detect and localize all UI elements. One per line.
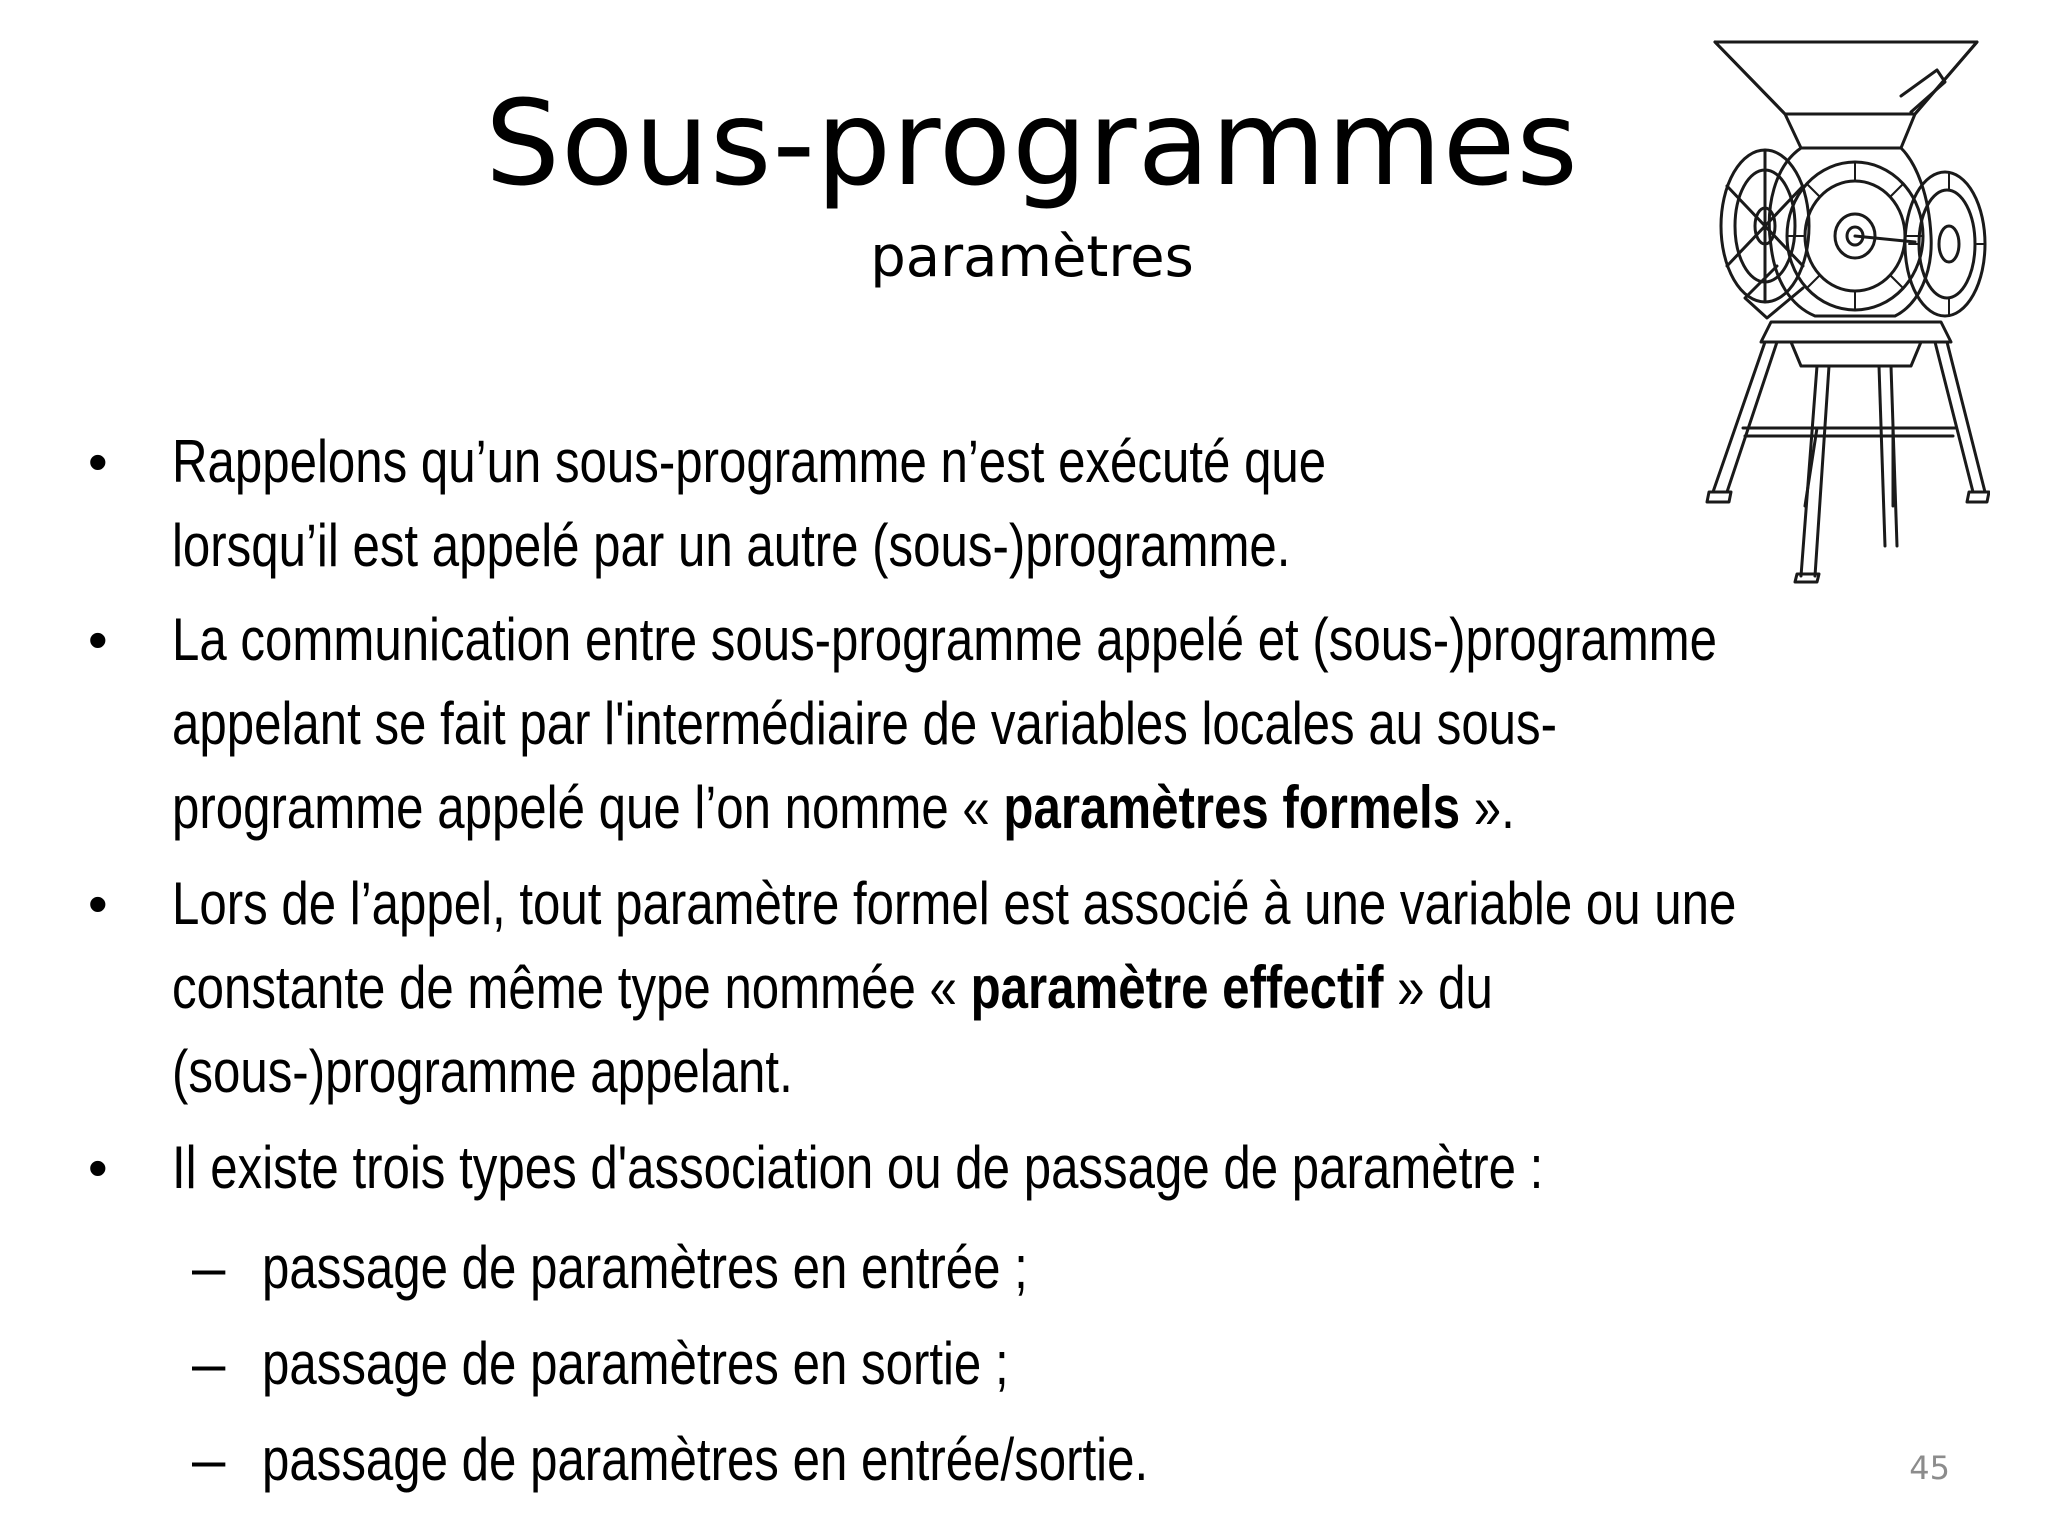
sub-item-text: passage de paramètres en entrée/sortie. bbox=[262, 1426, 1149, 1493]
sub-item-text: passage de paramètres en sortie ; bbox=[262, 1330, 1009, 1397]
bullet-line: La communication entre sous-programme appelé et (sous-)programme bbox=[172, 606, 1718, 673]
bullet-line bbox=[172, 946, 1664, 1030]
bullet-marker: • bbox=[88, 1136, 108, 1199]
bullet-text-run: constante de même type nommée « bbox=[172, 954, 971, 1021]
bullet-marker: • bbox=[88, 430, 108, 493]
bullet-text-run: » du bbox=[1383, 954, 1493, 1021]
bullet-text-run: ». bbox=[1460, 774, 1515, 841]
dash-marker: – bbox=[192, 1426, 226, 1493]
sub-item-text: passage de paramètres en entrée ; bbox=[262, 1234, 1028, 1301]
bullet-marker: • bbox=[88, 608, 108, 671]
bullet-text bbox=[172, 420, 1664, 588]
slide-subtitle: paramètres bbox=[870, 225, 1194, 290]
dash-marker: – bbox=[192, 1330, 226, 1397]
bullet-text bbox=[172, 1126, 1664, 1210]
bullet-line: appelant se fait par l'intermédiaire de variables locales au sous- bbox=[172, 690, 1558, 757]
bullet-line bbox=[172, 766, 1664, 850]
bullet-line: lorsqu’il est appelé par un autre (sous-)programme. bbox=[172, 512, 1291, 579]
bullet-line: (sous-)programme appelant. bbox=[172, 1038, 793, 1105]
term-parametre-effectif: paramètre effectif bbox=[970, 954, 1384, 1021]
page-number: 45 bbox=[1909, 1449, 1950, 1487]
bullet-line: Lors de l’appel, tout paramètre formel est associé à une variable ou une bbox=[172, 870, 1737, 937]
dash-marker: – bbox=[192, 1234, 226, 1301]
bullet-line: Rappelons qu’un sous-programme n’est exécuté que bbox=[172, 428, 1327, 495]
slide-title: Sous-programmes bbox=[485, 74, 1579, 212]
bullet-text bbox=[172, 862, 1737, 1114]
term-parametres-formels: paramètres formels bbox=[1003, 774, 1461, 841]
bullet-marker: • bbox=[88, 872, 108, 935]
bullet-text bbox=[172, 598, 1718, 850]
bullet-text-run: programme appelé que l’on nomme « bbox=[172, 774, 1004, 841]
bullet-line: Il existe trois types d'association ou de passage de paramètre : bbox=[172, 1134, 1544, 1201]
